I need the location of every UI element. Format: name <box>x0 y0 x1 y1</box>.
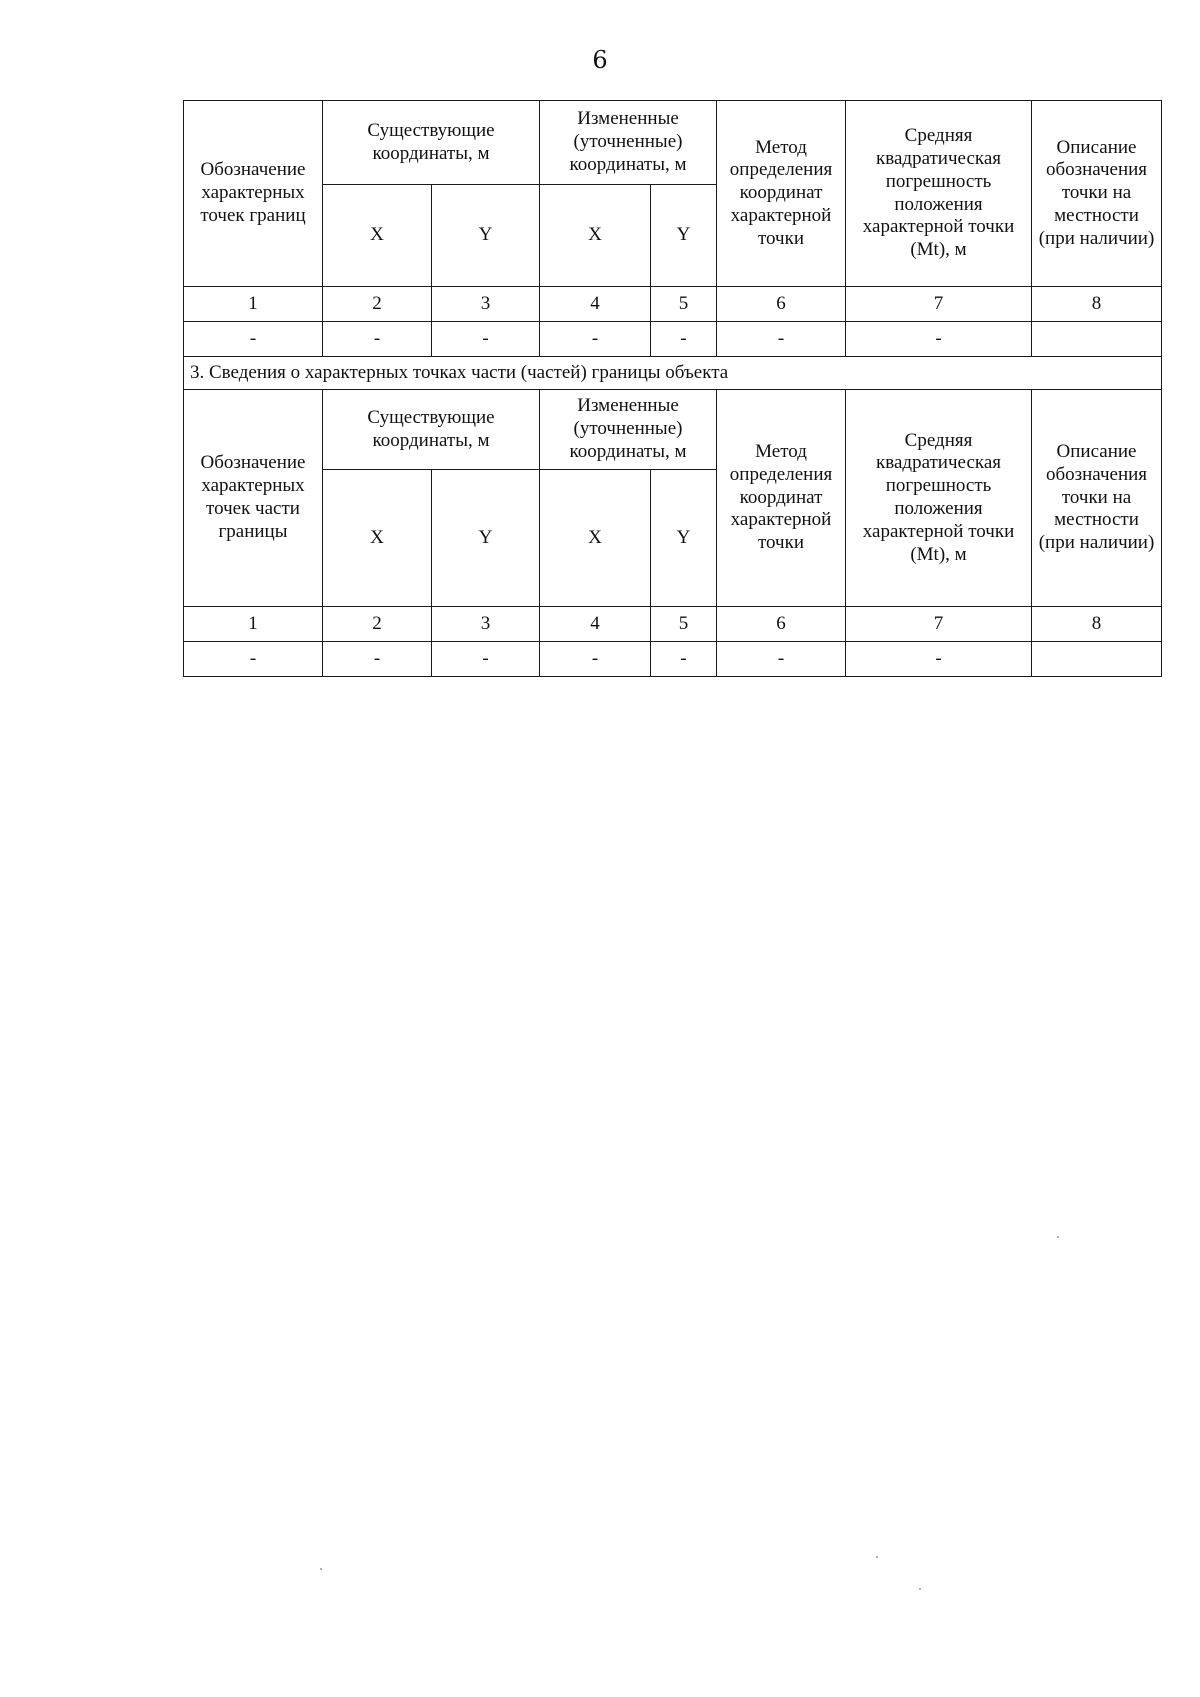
data-cell: - <box>323 322 432 357</box>
data-cell: - <box>432 642 540 677</box>
data-cell: - <box>184 322 323 357</box>
column-number: 6 <box>717 607 846 642</box>
scan-speck <box>1057 1236 1059 1238</box>
header-changed-coords: Измененные (уточненные) координаты, м <box>540 390 717 470</box>
header-existing-y: Y <box>432 185 540 287</box>
header-existing-y: Y <box>432 470 540 607</box>
header-description: Описание обозначения точки на местности (при наличии) <box>1032 101 1162 287</box>
header-designation: Обозначение характерных точек границ <box>184 101 323 287</box>
column-number: 7 <box>846 287 1032 322</box>
column-number: 3 <box>432 607 540 642</box>
header-changed-y: Y <box>651 185 717 287</box>
data-cell: - <box>717 322 846 357</box>
page-number: 6 <box>592 46 608 74</box>
data-cell: - <box>651 322 717 357</box>
header-changed-y: Y <box>651 470 717 607</box>
column-number: 2 <box>323 287 432 322</box>
scan-speck <box>919 1588 921 1590</box>
column-number: 8 <box>1032 287 1162 322</box>
data-cell: - <box>540 322 651 357</box>
section-title: 3. Сведения о характерных точках части (частей) границы объекта <box>184 357 1162 390</box>
data-cell <box>1032 322 1162 357</box>
header-method: Метод определения координат характерной точки <box>717 101 846 287</box>
data-cell: - <box>323 642 432 677</box>
data-cell: - <box>846 642 1032 677</box>
header-existing-coords: Существующие координаты, м <box>323 390 540 470</box>
header-method: Метод определения координат характерной точки <box>717 390 846 607</box>
header-changed-coords: Измененные (уточненные) координаты, м <box>540 101 717 185</box>
scan-speck <box>320 1568 322 1570</box>
column-number: 3 <box>432 287 540 322</box>
header-mean-error: Средняя квадратическая погрешность положения характерной точки (Mt), м <box>846 390 1032 607</box>
header-designation-part: Обозначение характерных точек части границы <box>184 390 323 607</box>
data-cell: - <box>717 642 846 677</box>
column-number: 2 <box>323 607 432 642</box>
header-existing-x: X <box>323 470 432 607</box>
data-cell: - <box>651 642 717 677</box>
header-changed-x: X <box>540 185 651 287</box>
data-cell: - <box>540 642 651 677</box>
header-mean-error: Средняя квадратическая погрешность положения характерной точки (Mt), м <box>846 101 1032 287</box>
boundary-points-table <box>183 100 1162 677</box>
column-number: 5 <box>651 607 717 642</box>
column-number: 4 <box>540 287 651 322</box>
column-number: 8 <box>1032 607 1162 642</box>
data-cell: - <box>846 322 1032 357</box>
header-existing-coords: Существующие координаты, м <box>323 101 540 185</box>
column-number: 1 <box>184 607 323 642</box>
header-description: Описание обозначения точки на местности (при наличии) <box>1032 390 1162 607</box>
data-cell <box>1032 642 1162 677</box>
column-number: 6 <box>717 287 846 322</box>
column-number: 7 <box>846 607 1032 642</box>
header-existing-x: X <box>323 185 432 287</box>
scan-speck <box>876 1556 878 1558</box>
header-changed-x: X <box>540 470 651 607</box>
column-number: 1 <box>184 287 323 322</box>
data-cell: - <box>432 322 540 357</box>
column-number: 4 <box>540 607 651 642</box>
data-cell: - <box>184 642 323 677</box>
column-number: 5 <box>651 287 717 322</box>
